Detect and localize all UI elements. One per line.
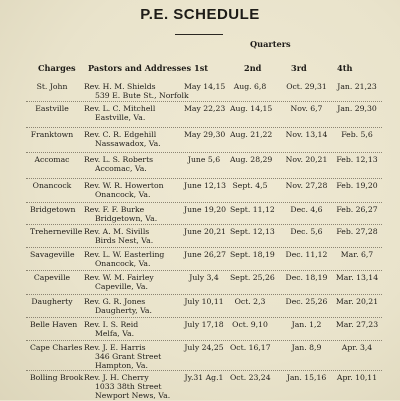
row-divider <box>26 127 382 128</box>
pastor-cell <box>84 343 161 371</box>
charge-name: Onancock <box>32 181 72 190</box>
pastor-name: Rev. C. R. Edgehill <box>84 130 157 139</box>
row-divider <box>26 178 382 179</box>
row-divider <box>26 317 382 318</box>
pastor-cell <box>84 320 138 338</box>
table-row <box>0 373 400 401</box>
q3-date: Jan. 8,9 <box>291 343 322 352</box>
q4-date: Feb. 19,20 <box>336 181 378 190</box>
q3-date: Dec. 25,26 <box>285 297 328 306</box>
q4-date: Mar. 20,21 <box>335 297 379 306</box>
q2-date: Sept. 25,26 <box>230 273 275 282</box>
pastor-address: 539 E. Bute St., Norfolk <box>95 91 189 101</box>
pastor-name: Rev. G. R. Jones <box>84 297 146 306</box>
charge-name: Cape Charles <box>30 343 83 352</box>
row-divider <box>26 370 382 371</box>
charge-name: Eastville <box>35 104 69 113</box>
q3-date: Dec. 11,12 <box>285 250 328 259</box>
charge-name: Daugherty <box>31 297 73 306</box>
pastor-name: Rev. W. M. Fairley <box>84 273 154 282</box>
q3-date: Dec. 5,6 <box>290 227 323 236</box>
charge-name: Bolling Brook <box>30 373 84 382</box>
charge-name: St. John <box>36 82 68 91</box>
pastor-name: Rev. J. H. Cherry <box>84 373 149 382</box>
q1-date: June 20,21 <box>184 227 226 236</box>
pastor-cell <box>84 373 170 401</box>
pastor-address: 346 Grant Street <box>95 352 162 362</box>
q3-date: Jan. 1,2 <box>291 320 322 329</box>
charge-name: Accomac <box>34 155 70 164</box>
row-divider <box>26 224 382 225</box>
pastor-address: Accomac, Va. <box>95 164 147 174</box>
pastors-header: Pastors and Addresses <box>88 63 192 73</box>
q1-date: May 14,15 <box>184 82 226 91</box>
q2-date: Aug. 28,29 <box>230 155 273 164</box>
pastor-address: Bridgetown, Va. <box>95 214 158 224</box>
q1-date: May 22,23 <box>184 104 226 113</box>
pastor-name: Rev. L. S. Roberts <box>84 155 154 164</box>
pastor-cell <box>84 227 153 245</box>
charge-name: Treherneville <box>30 227 83 236</box>
q2-date: Oct. 16,17 <box>230 343 271 352</box>
q1-date: June 26,27 <box>184 250 226 259</box>
pastor-cell <box>84 181 164 199</box>
q3-date: Oct. 29,31 <box>286 82 327 91</box>
charges-header: Charges <box>38 63 76 73</box>
q2-date: Sept. 18,19 <box>230 250 275 259</box>
row-divider <box>26 270 382 271</box>
q2-date: Aug. 14,15 <box>230 104 273 113</box>
q3-date: Nov. 6,7 <box>290 104 323 113</box>
q3-date: Dec. 4,6 <box>290 205 323 214</box>
pastor-address: Onancock, Va. <box>95 259 151 269</box>
q2-date: Oct. 23,24 <box>230 373 271 382</box>
q4-date: Jan. 29,30 <box>337 104 377 113</box>
q1-header: 1st <box>194 63 209 73</box>
q4-date: Jan. 21,23 <box>337 82 377 91</box>
charge-name: Belle Haven <box>30 320 78 329</box>
q4-date: Apr. 3,4 <box>341 343 373 352</box>
q1-date: Jy.31 Ag.1 <box>184 373 224 382</box>
pastor-name: Rev. L. W. Easterling <box>84 250 165 259</box>
pastor-cell <box>84 82 189 100</box>
pastor-cell <box>84 130 161 148</box>
q3-date: Dec. 18,19 <box>285 273 328 282</box>
pastor-address: Nassawadox, Va. <box>95 139 161 149</box>
q4-date: Mar. 13,14 <box>335 273 379 282</box>
pastor-name: Rev. H. M. Shields <box>84 82 156 91</box>
quarters-header: Quarters <box>250 39 291 49</box>
pastor-name: Rev. J. E. Harris <box>84 343 146 352</box>
q3-date: Nov. 27,28 <box>285 181 328 190</box>
q2-date: Sept. 4,5 <box>232 181 268 190</box>
row-divider <box>26 247 382 248</box>
q2-date: Aug. 6,8 <box>233 82 267 91</box>
q4-date: Feb. 5,6 <box>341 130 373 139</box>
pastor-cell <box>84 205 157 223</box>
q2-date: Sept. 11,12 <box>230 205 275 214</box>
q4-header: 4th <box>337 63 353 73</box>
pastor-address: Melfa, Va. <box>95 329 135 339</box>
row-divider <box>26 340 382 341</box>
q1-date: July 3,4 <box>189 273 219 282</box>
pastor-address: Daugherty, Va. <box>95 306 152 316</box>
table-row <box>0 130 400 158</box>
pastor-cell <box>84 297 152 315</box>
q2-date: Oct. 9,10 <box>232 320 268 329</box>
pastor-address: Birds Nest, Va. <box>95 236 154 246</box>
q1-date: June 12,13 <box>184 181 226 190</box>
pastor-cell <box>84 273 154 291</box>
q4-date: Mar. 6,7 <box>340 250 374 259</box>
row-divider <box>26 202 382 203</box>
q2-header: 2nd <box>244 63 262 73</box>
q1-date: June 5,6 <box>187 155 221 164</box>
q1-date: July 10,11 <box>184 297 224 306</box>
q2-date: Sept. 12,13 <box>230 227 275 236</box>
q1-date: July 24,25 <box>184 343 224 352</box>
q3-date: Jan. 15,16 <box>286 373 327 382</box>
charge-name: Savageville <box>30 250 75 259</box>
q3-header: 3rd <box>291 63 307 73</box>
pastor-address: 1033 38th Street <box>95 382 162 392</box>
charge-name: Franktown <box>30 130 74 139</box>
q1-date: July 17,18 <box>184 320 224 329</box>
q2-date: Aug. 21,22 <box>230 130 273 139</box>
pastor-name: Rev. L. C. Mitchell <box>84 104 156 113</box>
row-divider <box>26 152 382 153</box>
pastor-name: Rev. I. S. Reid <box>84 320 139 329</box>
pastor-address: Capeville, Va. <box>95 282 148 292</box>
pastor-cell <box>84 250 164 268</box>
q1-date: June 19,20 <box>184 205 226 214</box>
q4-date: Mar. 27,23 <box>335 320 379 329</box>
row-divider <box>26 294 382 295</box>
pastor-cell <box>84 104 155 122</box>
q4-date: Apr. 10,11 <box>336 373 378 382</box>
title-underline <box>175 34 223 35</box>
q1-date: May 29,30 <box>184 130 226 139</box>
charge-name: Capeville <box>33 273 71 282</box>
q3-date: Nov. 20,21 <box>285 155 328 164</box>
row-divider <box>26 101 382 102</box>
q4-date: Feb. 26,27 <box>336 205 378 214</box>
pastor-address-line2: Hampton, Va. <box>95 361 148 371</box>
charge-name: Bridgetown <box>30 205 76 214</box>
pastor-cell <box>84 155 153 173</box>
q4-date: Feb. 27,28 <box>336 227 378 236</box>
q3-date: Nov. 13,14 <box>285 130 328 139</box>
pastor-name: Rev. A. M. Sivills <box>84 227 150 236</box>
table-row <box>0 343 400 371</box>
pastor-name: Rev. F. F. Burke <box>84 205 145 214</box>
page-title: P.E. SCHEDULE <box>140 6 260 23</box>
q4-date: Feb. 12,13 <box>336 155 378 164</box>
pastor-address-line2: Newport News, Va. <box>95 391 171 401</box>
q2-date: Oct. 2,3 <box>234 297 266 306</box>
pastor-address: Onancock, Va. <box>95 190 151 200</box>
pastor-address: Eastville, Va. <box>95 113 146 123</box>
pastor-name: Rev. W. R. Howerton <box>84 181 164 190</box>
